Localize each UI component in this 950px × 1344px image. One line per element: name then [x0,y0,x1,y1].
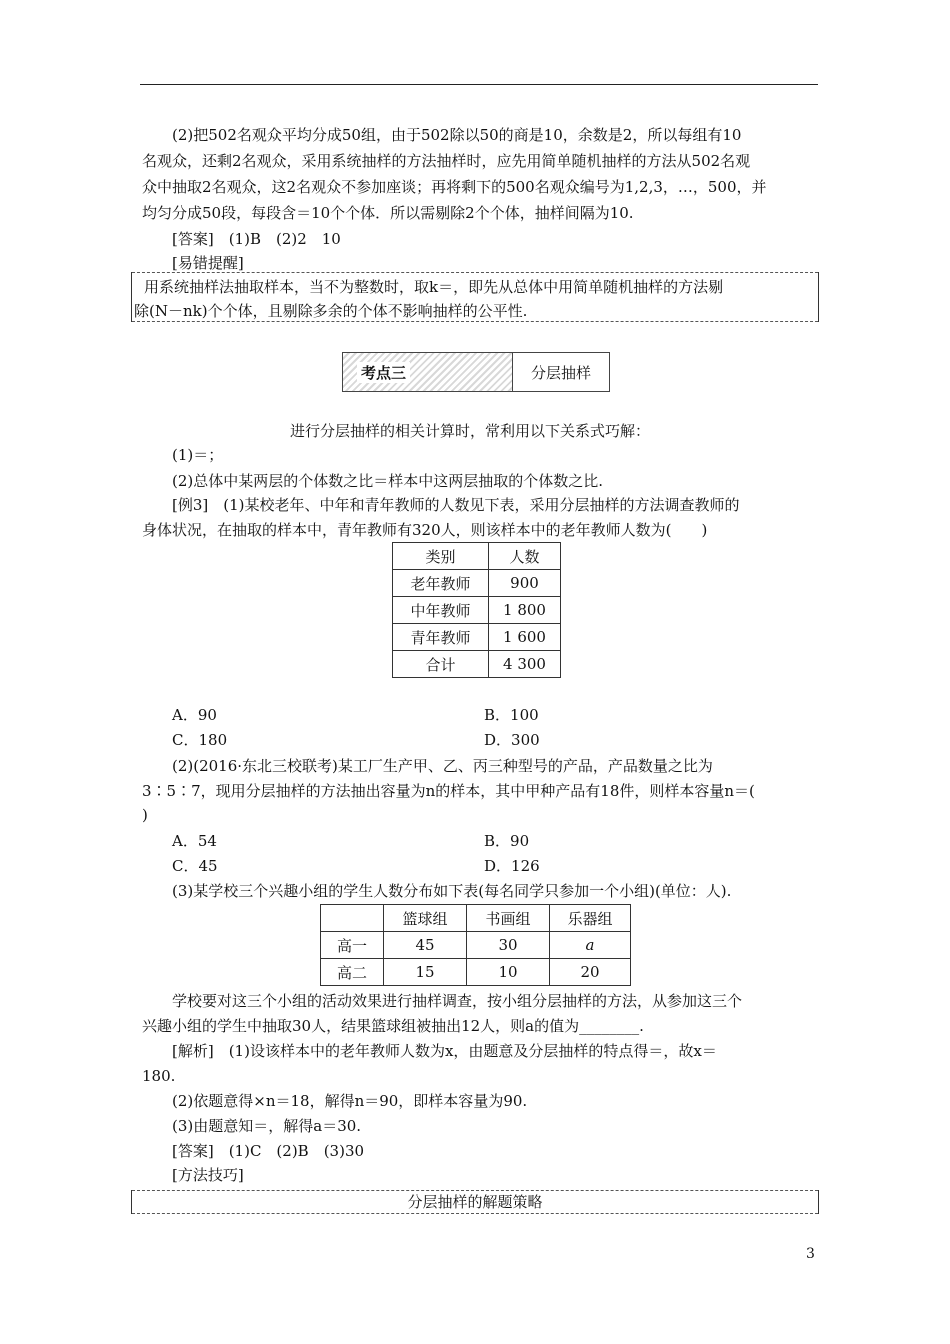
question-line: 3∶5∶7，现用分层抽样的方法抽出容量为n的样本，其中甲种产品有18件，则样本容量n＝( [142,782,755,800]
option-b: B．90 [484,832,530,850]
relation-line: (1)＝； [172,446,224,464]
table-cell: 青年教师 [393,624,489,651]
table-cell [321,905,384,932]
solution-line: (2)依题意得×n＝18，解得n＝90，即样本容量为90. [172,1092,528,1110]
method-box [131,1190,819,1214]
table-cell: 篮球组 [384,905,467,932]
intro-line: 进行分层抽样的相关计算时，常利用以下关系式巧解： [290,422,651,440]
table-cell: a [550,932,631,959]
relation-line: (2)总体中某两层的个体数之比＝样本中这两层抽取的个体数之比. [172,472,604,490]
table-cell: 30 [467,932,550,959]
table-cell: 类别 [393,543,489,570]
question-line: 学校要对这三个小组的活动效果进行抽样调查，按小组分层抽样的方法，从参加这三个 [172,992,743,1010]
table-cell: 书画组 [467,905,550,932]
table-cell: 人数 [489,543,561,570]
method-title: 分层抽样的解题策略 [407,1193,543,1211]
table-cell: 老年教师 [393,570,489,597]
header-rule [140,84,818,85]
question-line: ) [142,806,148,824]
section-title: 分层抽样 [530,363,591,382]
table-header-row [393,543,561,570]
answer-line: [答案] (1)C (2)B (3)30 [172,1142,365,1160]
section-header [342,352,610,392]
option-a: A．90 [172,706,217,724]
table-cell: 1 800 [489,597,561,624]
question-line: (3)某学校三个兴趣小组的学生人数分布如下表(每名同学只参加一个小组)(单位：人). [172,882,732,900]
table-cell: 900 [489,570,561,597]
table-cell: 中年教师 [393,597,489,624]
question-line: 兴趣小组的学生中抽取30人，结果篮球组被抽出12人，则a的值为________. [142,1017,644,1035]
interest-group-table [320,904,631,986]
method-label: [方法技巧] [172,1166,244,1184]
table-cell: 10 [467,959,550,986]
table-row [321,932,631,959]
tip-label: [易错提醒] [172,254,244,272]
question-line: (2)(2016·东北三校联考)某工厂生产甲、乙、丙三种型号的产品，产品数量之比为 [172,757,713,775]
section-tag: 考点三 [343,353,513,391]
option-d: D．126 [484,857,540,875]
table-row [393,651,561,678]
table-header-row [321,905,631,932]
table-cell: 高二 [321,959,384,986]
table-cell: 乐器组 [550,905,631,932]
table-cell: 4 300 [489,651,561,678]
tip-line: 除(N－nk)个个体，且剔除多余的个体不影响抽样的公平性. [134,302,528,320]
page-number: 3 [806,1246,815,1262]
solution-line: 180. [142,1067,176,1085]
paragraph-line: 均匀分成50段，每段含＝10个个体．所以需剔除2个个体，抽样间隔为10. [142,204,634,222]
example-line: [例3] (1)某校老年、中年和青年教师的人数见下表，采用分层抽样的方法调查教师的 [172,496,740,514]
option-b: B．100 [484,706,539,724]
table-cell: 1 600 [489,624,561,651]
table-cell: 高一 [321,932,384,959]
solution-line: (3)由题意知＝，解得a＝30. [172,1117,362,1135]
option-a: A．54 [172,832,217,850]
option-d: D．300 [484,731,540,749]
option-c: C．180 [172,731,228,749]
tip-line: 用系统抽样法抽取样本，当不为整数时，取k＝，即先从总体中用简单随机抽样的方法剔 [144,278,724,296]
paragraph-line: 名观众，还剩2名观众，采用系统抽样的方法抽样时，应先用简单随机抽样的方法从502名观 [142,152,751,170]
answer-line: [答案] (1)B (2)2 10 [172,230,341,248]
option-c: C．45 [172,857,218,875]
example-line: 身体状况，在抽取的样本中，青年教师有320人，则该样本中的老年教师人数为( ) [142,521,708,539]
table-cell: 合计 [393,651,489,678]
teacher-count-table [392,542,561,678]
table-cell: 45 [384,932,467,959]
paragraph-line: 众中抽取2名观众，这2名观众不参加座谈；再将剩下的500名观众编号为1,2,3，…，500，并 [142,178,767,196]
table-row [321,959,631,986]
solution-line: [解析] (1)设该样本中的老年教师人数为x，由题意及分层抽样的特点得＝，故x＝ [172,1042,717,1060]
table-row [393,597,561,624]
paragraph-line: (2)把502名观众平均分成50组，由于502除以50的商是10，余数是2，所以每组有10 [172,126,742,144]
table-cell: 20 [550,959,631,986]
tip-box [131,272,819,322]
table-row [393,570,561,597]
table-cell: 15 [384,959,467,986]
table-row [393,624,561,651]
